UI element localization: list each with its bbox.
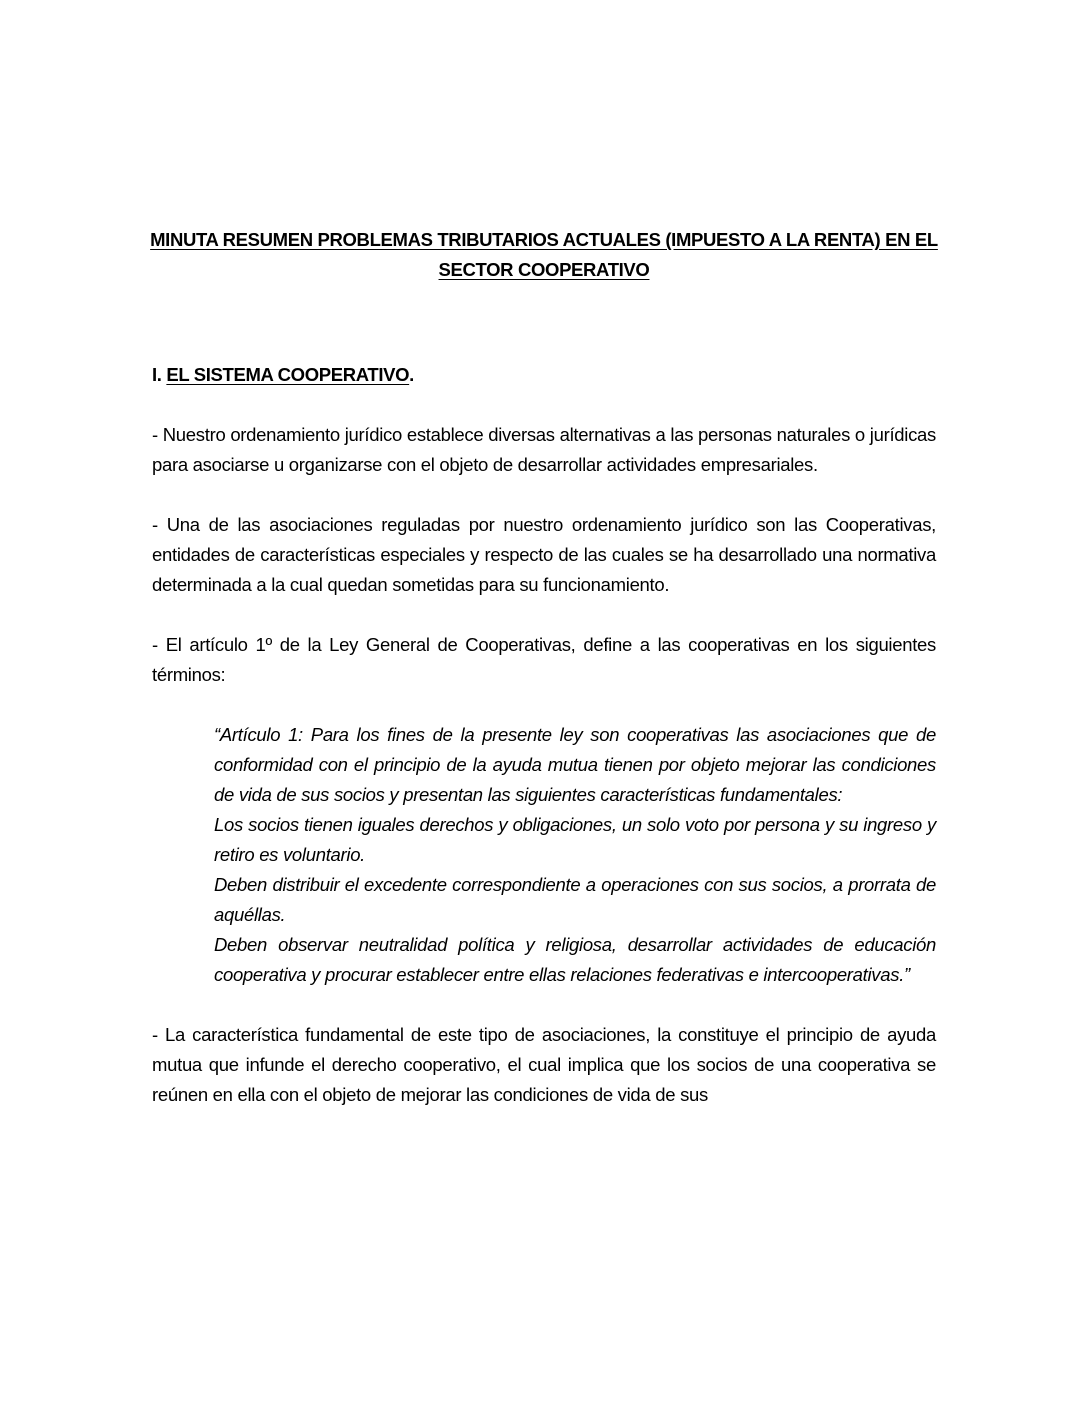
section-number: I.	[152, 364, 167, 385]
title-line-2: SECTOR COOPERATIVO	[438, 259, 650, 280]
paragraph-2: - Una de las asociaciones reguladas por nuestro ordenamiento jurídico son las Cooperativas, entidades de características especiales y respecto de las cuales se ha desarrollado una normativa determinada a la cual quedan sometidas para su funcionamiento.	[152, 514, 936, 595]
section-heading	[152, 360, 414, 390]
document-body	[152, 420, 936, 1140]
paragraph-1: - Nuestro ordenamiento jurídico establece diversas alternativas a las personas naturales o jurídicas para asociarse u organizarse con el objeto de desarrollar actividades empresariales.	[152, 424, 936, 475]
paragraph-3: - El artículo 1º de la Ley General de Cooperativas, define a las cooperativas en los siguientes términos:	[152, 634, 936, 685]
title-line-1: MINUTA RESUMEN PROBLEMAS TRIBUTARIOS ACTUALES (IMPUESTO A LA RENTA) EN EL	[150, 229, 938, 250]
section-title-period: .	[409, 364, 414, 385]
section-title: EL SISTEMA COOPERATIVO	[166, 364, 410, 385]
document-title	[140, 225, 948, 285]
quote-line-1: “Artículo 1: Para los fines de la presente ley son cooperativas las asociaciones que de conformidad con el principio de la ayuda mutua tienen por objeto mejorar las condiciones de vida de sus socios y presentan las siguientes características fundamentales:	[214, 724, 936, 805]
quote-line-4: Deben observar neutralidad política y religiosa, desarrollar actividades de educación cooperativa y procurar establecer entre ellas relaciones federativas e intercooperativas.”	[214, 934, 936, 985]
quote-line-2: Los socios tienen iguales derechos y obligaciones, un solo voto por persona y su ingreso y retiro es voluntario.	[214, 814, 936, 865]
article-quote	[214, 720, 936, 990]
paragraph-4: - La característica fundamental de este tipo de asociaciones, la constituye el principio de ayuda mutua que infunde el derecho cooperativo, el cual implica que los socios de una cooperativa se reúnen en ella con el objeto de mejorar las condiciones de vida de sus	[152, 1024, 936, 1105]
quote-line-3: Deben distribuir el excedente correspondiente a operaciones con sus socios, a prorrata de aquéllas.	[214, 874, 936, 925]
